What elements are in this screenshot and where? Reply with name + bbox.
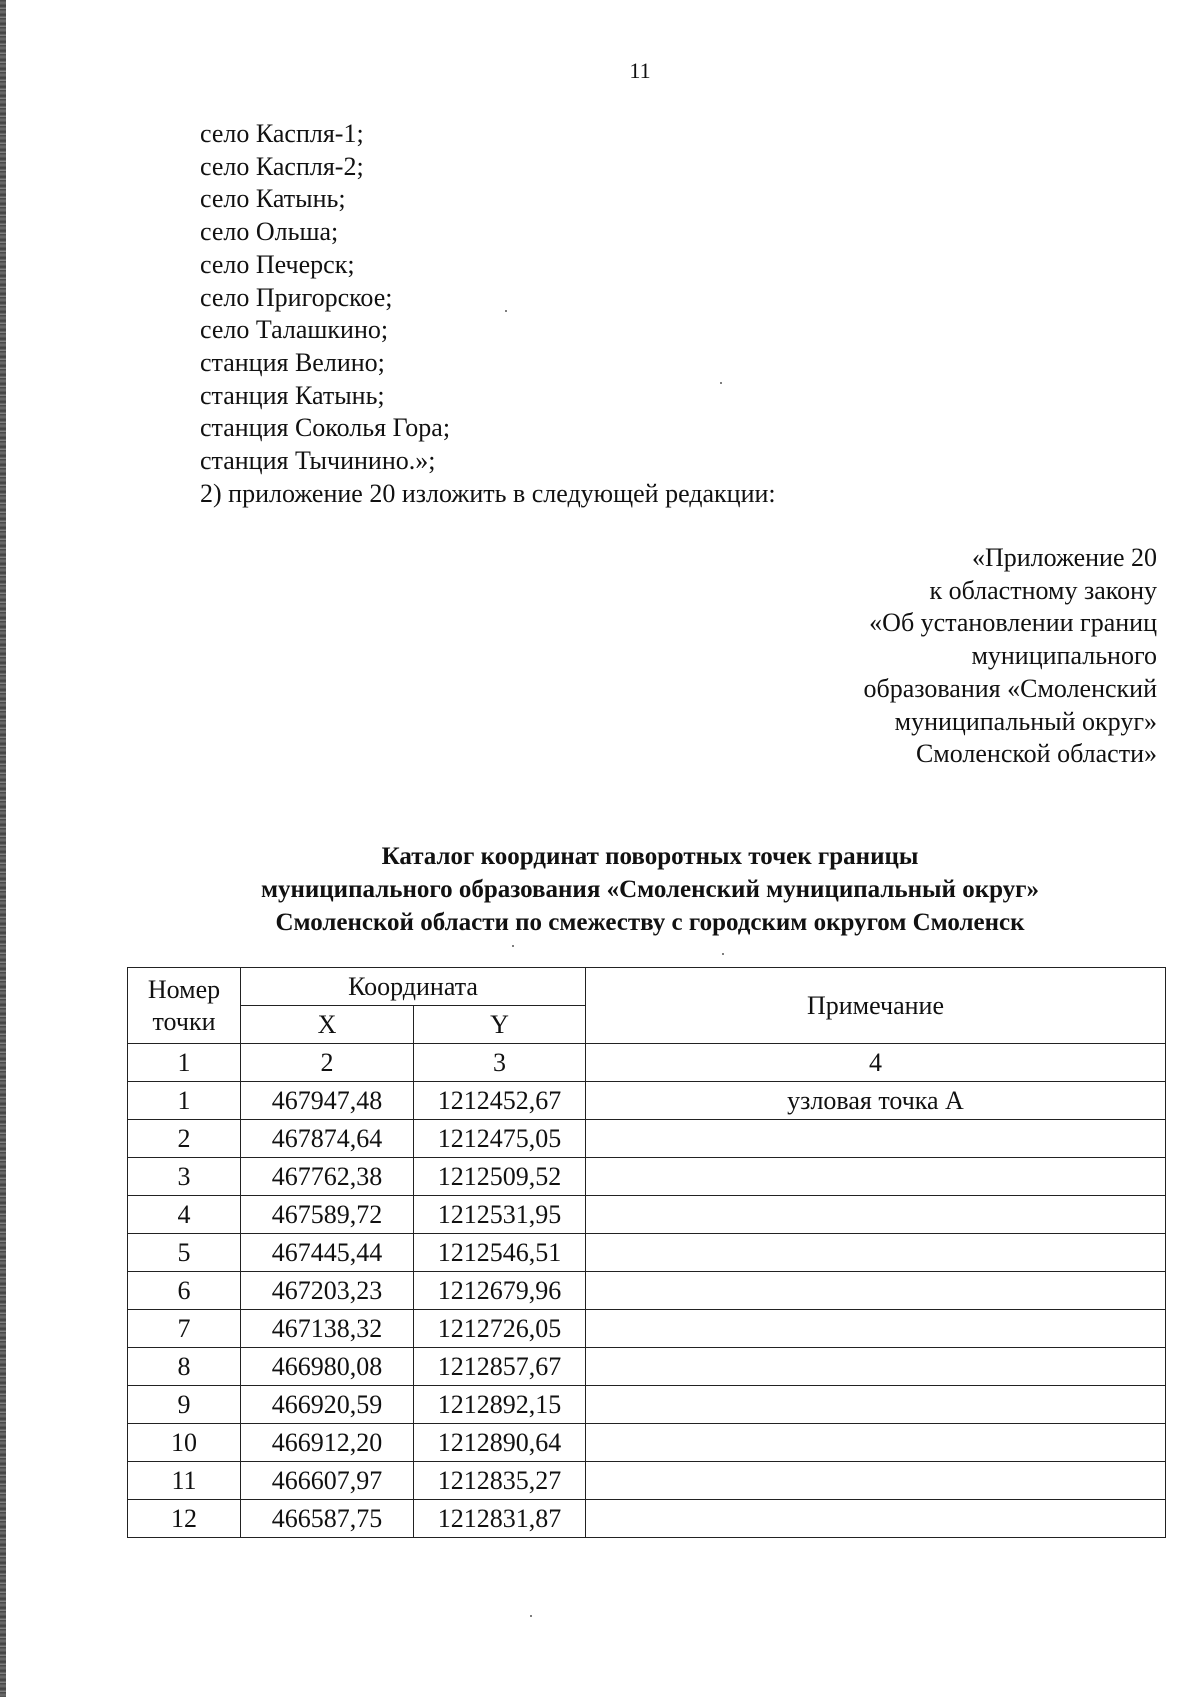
header-note: Примечание bbox=[586, 968, 1166, 1044]
table-row bbox=[128, 1272, 1166, 1310]
cell-y: 1212831,87 bbox=[414, 1500, 586, 1538]
cell-y: 1212452,67 bbox=[414, 1082, 586, 1120]
appendix-header-line: муниципального bbox=[971, 641, 1157, 671]
amendment-text: 2) приложение 20 изложить в следующей редакции: bbox=[200, 479, 776, 508]
cell-x: 467762,38 bbox=[241, 1158, 414, 1196]
header-point-number: Номер точки bbox=[128, 968, 241, 1044]
cell-point-number: 9 bbox=[128, 1386, 241, 1424]
cell-point-number: 3 bbox=[128, 1158, 241, 1196]
page-number: 11 bbox=[629, 58, 651, 83]
cell-y: 1212531,95 bbox=[414, 1196, 586, 1234]
header-x: X bbox=[241, 1006, 414, 1044]
cell-x: 466587,75 bbox=[241, 1500, 414, 1538]
table-row bbox=[128, 1082, 1166, 1120]
cell-note bbox=[586, 1310, 1166, 1348]
settlement-item: село Каспля-1; bbox=[200, 119, 364, 148]
table-row bbox=[128, 1462, 1166, 1500]
coordinates-table bbox=[127, 967, 1166, 1538]
cell-y: 1212726,05 bbox=[414, 1310, 586, 1348]
catalog-title-line: муниципального образования «Смоленский муниципальный округ» bbox=[260, 876, 1040, 903]
table-row bbox=[128, 1386, 1166, 1424]
appendix-header-line: «Приложение 20 bbox=[971, 543, 1157, 572]
settlement-item: станция Тычинино.»; bbox=[200, 446, 436, 476]
cell-point-number: 5 bbox=[128, 1234, 241, 1272]
cell-x: 467947,48 bbox=[241, 1082, 414, 1120]
column-number: 1 bbox=[128, 1044, 241, 1082]
settlement-item: село Катынь; bbox=[200, 184, 346, 214]
cell-point-number: 11 bbox=[128, 1462, 241, 1500]
cell-point-number: 2 bbox=[128, 1120, 241, 1158]
table-row bbox=[128, 1500, 1166, 1538]
cell-point-number: 12 bbox=[128, 1500, 241, 1538]
table-body bbox=[128, 1082, 1166, 1538]
appendix-header-line: образования «Смоленский bbox=[863, 673, 1157, 703]
settlement-item: станция Соколья Гора; bbox=[200, 413, 451, 443]
settlement-item: село Ольша; bbox=[200, 217, 339, 247]
cell-point-number: 8 bbox=[128, 1348, 241, 1386]
cell-y: 1212835,27 bbox=[414, 1462, 586, 1500]
cell-note bbox=[586, 1424, 1166, 1462]
cell-note bbox=[586, 1158, 1166, 1196]
cell-y: 1212475,05 bbox=[414, 1120, 586, 1158]
cell-y: 1212890,64 bbox=[414, 1424, 586, 1462]
table-header bbox=[128, 968, 1166, 1082]
header-coordinate: Координата bbox=[241, 968, 586, 1006]
column-number: 3 bbox=[414, 1044, 586, 1082]
settlement-item: село Пригорское; bbox=[200, 282, 393, 312]
cell-y: 1212546,51 bbox=[414, 1234, 586, 1272]
cell-x: 467589,72 bbox=[241, 1196, 414, 1234]
cell-x: 466912,20 bbox=[241, 1424, 414, 1462]
catalog-title-line: Смоленской области по смежеству с городским округом Смоленск bbox=[275, 909, 1025, 936]
settlement-list bbox=[200, 118, 450, 478]
cell-x: 466980,08 bbox=[241, 1348, 414, 1386]
cell-note bbox=[586, 1196, 1166, 1234]
cell-point-number: 6 bbox=[128, 1272, 241, 1310]
cell-y: 1212892,15 bbox=[414, 1386, 586, 1424]
cell-y: 1212509,52 bbox=[414, 1158, 586, 1196]
table-row bbox=[128, 1120, 1166, 1158]
settlement-item: станция Катынь; bbox=[200, 380, 385, 410]
scan-speck bbox=[505, 310, 507, 312]
column-number: 4 bbox=[586, 1044, 1166, 1082]
column-number-row bbox=[128, 1044, 1166, 1082]
scan-edge-artifact bbox=[0, 0, 6, 1697]
table-row bbox=[128, 1348, 1166, 1386]
cell-x: 467445,44 bbox=[241, 1234, 414, 1272]
cell-point-number: 10 bbox=[128, 1424, 241, 1462]
column-number: 2 bbox=[241, 1044, 414, 1082]
cell-x: 467138,32 bbox=[241, 1310, 414, 1348]
cell-note bbox=[586, 1462, 1166, 1500]
cell-note bbox=[586, 1348, 1166, 1386]
scan-speck bbox=[720, 382, 722, 384]
cell-note bbox=[586, 1500, 1166, 1538]
scan-speck bbox=[530, 1615, 532, 1617]
catalog-title-line: Каталог координат поворотных точек границы bbox=[381, 843, 919, 870]
cell-x: 466607,97 bbox=[241, 1462, 414, 1500]
cell-note bbox=[586, 1272, 1166, 1310]
table-row bbox=[128, 1234, 1166, 1272]
cell-note bbox=[586, 1234, 1166, 1272]
cell-point-number: 4 bbox=[128, 1196, 241, 1234]
cell-y: 1212857,67 bbox=[414, 1348, 586, 1386]
cell-x: 467203,23 bbox=[241, 1272, 414, 1310]
table-row bbox=[128, 1158, 1166, 1196]
scan-speck bbox=[512, 945, 514, 947]
settlement-item: станция Велино; bbox=[200, 347, 385, 377]
cell-x: 467874,64 bbox=[241, 1120, 414, 1158]
cell-note bbox=[586, 1386, 1166, 1424]
cell-y: 1212679,96 bbox=[414, 1272, 586, 1310]
header-y: Y bbox=[414, 1006, 586, 1044]
appendix-header-line: к областному закону bbox=[929, 575, 1157, 605]
scan-speck bbox=[722, 953, 724, 955]
cell-point-number: 1 bbox=[128, 1082, 241, 1120]
settlement-item: село Каспля-2; bbox=[200, 151, 364, 181]
appendix-header bbox=[863, 542, 1157, 771]
settlement-item: село Печерск; bbox=[200, 249, 355, 279]
appendix-header-line: «Об установлении границ bbox=[869, 608, 1157, 638]
cell-point-number: 7 bbox=[128, 1310, 241, 1348]
table-row bbox=[128, 1196, 1166, 1234]
cell-note bbox=[586, 1120, 1166, 1158]
appendix-header-line: Смоленской области» bbox=[915, 739, 1157, 769]
settlement-item: село Талашкино; bbox=[200, 315, 389, 345]
cell-note: узловая точка А bbox=[586, 1082, 1166, 1120]
table-row bbox=[128, 1310, 1166, 1348]
catalog-title bbox=[100, 840, 1200, 939]
cell-x: 466920,59 bbox=[241, 1386, 414, 1424]
table-row bbox=[128, 1424, 1166, 1462]
appendix-header-line: муниципальный округ» bbox=[894, 706, 1157, 736]
